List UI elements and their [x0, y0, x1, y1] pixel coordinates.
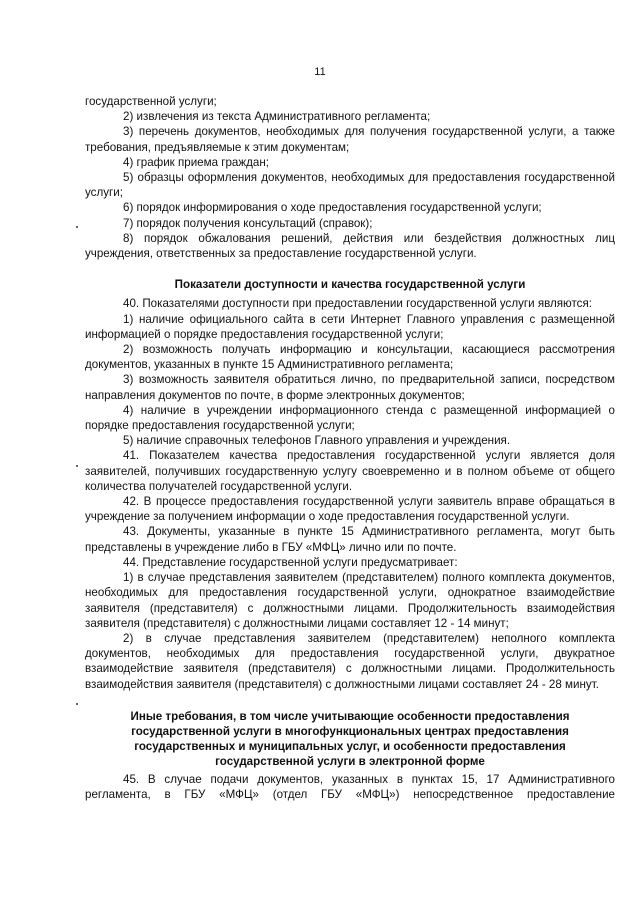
paragraph: 45. В случае подачи документов, указанных в пунктах 15, 17 Административного регламента, в ГБУ «МФЦ» (отдел ГБУ «МФЦ») непосредственное предоставление: [85, 772, 615, 801]
list-item: 5) наличие справочных телефонов Главного управления и учреждения.: [123, 434, 511, 448]
list-item: 2) извлечения из текста Административного регламента;: [123, 110, 431, 124]
list-item: 2) возможность получать информацию и консультации, касающиеся рассмотрения документов, указанных в пункте 15 Административного регламента;: [85, 343, 615, 372]
page-number: 11: [314, 66, 326, 78]
list-item: 4) график приема граждан;: [123, 155, 269, 169]
document-body: [85, 94, 615, 802]
list-item: 4) наличие в учреждении информационного стенда с размещенной информацией о порядке предоставления государственной услуги;: [85, 403, 615, 433]
scan-speck: [76, 226, 78, 228]
scan-speck: [76, 703, 78, 705]
paragraph: 40. Показателями доступности при предоставлении государственной услуги являются:: [123, 297, 592, 311]
list-item: 3) перечень документов, необходимых для получения государственной услуги, а также требования, предъявляемые к этим документам;: [85, 125, 615, 154]
paragraph: государственной услуги;: [85, 95, 217, 108]
paragraph: 41. Показателем качества предоставления государственной услуги является доля заявителей, получивших государственную услугу своевременно и в полном объеме от общего количества получателей государственной услуги.: [85, 449, 615, 493]
section-heading: Показатели доступности и качества государственной услуги: [174, 278, 526, 292]
section-heading: Иные требования, в том числе учитывающие особенности предоставления государственной услуги в многофункциональных центрах предоставления государственных и муниципальных услуг, и особенности предоставления государственной услуги в электронной форме: [130, 709, 570, 769]
list-item: 3) возможность заявителя обратиться лично, по предварительной записи, посредством направления документов по почте, в форме электронных документов;: [85, 373, 615, 402]
scan-speck: [76, 465, 78, 467]
list-item: 5) образцы оформления документов, необходимых для предоставления государственной услуги;: [85, 171, 615, 200]
list-item: 7) порядок получения консультаций (справок);: [123, 216, 373, 230]
list-item: 6) порядок информирования о ходе предоставления государственной услуги;: [123, 201, 542, 215]
paragraph: 44. Представление государственной услуги предусматривает:: [123, 555, 458, 569]
paragraph: 42. В процессе предоставления государственной услуги заявитель вправе обращаться в учреждение за получением информации о ходе предоставления государственной услуги.: [85, 495, 615, 524]
list-item: 8) порядок обжалования решений, действия или бездействия должностных лиц учреждения, ответственных за предоставление государственной услуги.: [85, 231, 615, 261]
list-item: 1) в случае представления заявителем (представителем) полного комплекта документов, необходимых для предоставления государственной услуги, однократное взаимодействие заявителя (представителя) с должностными лицами. Продолжительность взаимодействия заявителя (представителя) с должностными лицами составляет 12 - 14 минут;: [85, 571, 615, 630]
list-item: 1) наличие официального сайта в сети Интернет Главного управления с размещенной информацией о порядке предоставления государственной услуги;: [85, 312, 615, 341]
paragraph: 43. Документы, указанные в пункте 15 Административного регламента, могут быть представлены в учреждение либо в ГБУ «МФЦ» лично или по почте.: [85, 525, 615, 554]
list-item: 2) в случае представления заявителем (представителем) неполного комплекта документов, необходимых для предоставления государственной услуги, двукратное взаимодействие заявителя (представителя) с должностными лицами. Продолжительность взаимодействия заявителя (представителя) с должностными лицами составляет 24 - 28 минут.: [85, 631, 615, 691]
